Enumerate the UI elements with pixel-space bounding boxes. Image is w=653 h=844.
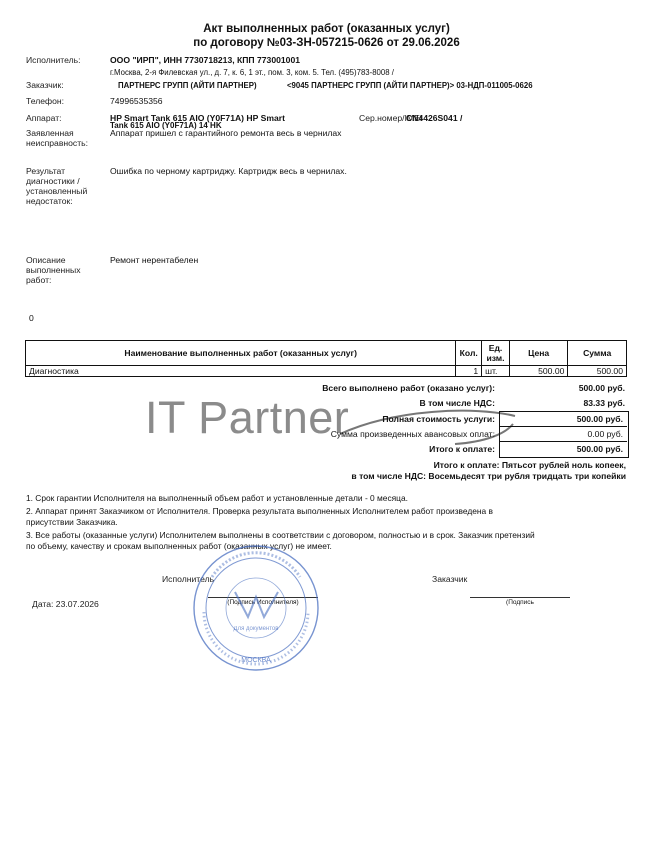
advance-label: Сумма произведенных авансовых оплат:	[330, 429, 495, 439]
cell-qty: 1	[456, 366, 482, 377]
phone-label: Телефон:	[26, 96, 65, 106]
executor-signature-label: Исполнитель	[162, 574, 215, 584]
document-date: Дата: 23.07.2026	[32, 599, 99, 609]
device-value: HP Smart Tank 615 AIO (Y0F71A) HP Smart	[110, 113, 285, 123]
totals-divider	[499, 426, 627, 427]
total-value: 500.00 руб.	[578, 383, 625, 393]
due-label: Итого к оплате:	[429, 444, 495, 454]
cell-unit: шт.	[482, 366, 510, 377]
executor-name: ООО "ИРП", ИНН 7730718213, КПП 773001001	[110, 55, 300, 65]
document-subtitle: по договору №03-ЗН-057215-0626 от 29.06.2026	[193, 37, 460, 49]
customer-value: <9045 ПАРТНЕРС ГРУПП (АЙТИ ПАРТНЕР)> 03-НДП-011005-0626	[287, 81, 533, 90]
work-label-1: Описание	[26, 255, 66, 265]
diag-label-4: недостаток:	[26, 196, 73, 206]
services-table	[25, 340, 627, 377]
phone-value: 74996535356	[110, 96, 163, 106]
serial-label: Сер.номер/IMEI	[359, 113, 423, 123]
document-title: Акт выполненных работ (оказанных услуг)	[203, 23, 450, 35]
fault-label-2: неисправность:	[26, 138, 89, 148]
full-cost-value: 500.00 руб.	[576, 414, 623, 424]
total-in-words: Итого к оплате: Пятьсот рублей ноль копеек,	[433, 460, 626, 470]
stamp-center-text: Для документов	[233, 626, 279, 632]
stamp-city: МОСКВА	[241, 657, 271, 664]
totals-divider	[499, 441, 627, 442]
executor-label: Исполнитель:	[26, 55, 81, 65]
fault-label-1: Заявленная	[26, 128, 74, 138]
note-2: 2. Аппарат принят Заказчиком от Исполнителя. Проверка результата выполненных Исполнителем работ произведена в	[26, 506, 493, 516]
note-2-cont: присутствии Заказчика.	[26, 517, 118, 527]
diag-label-3: установленный	[26, 186, 88, 196]
work-label-2: выполненных	[26, 265, 81, 275]
col-header-unit: Ед. изм.	[482, 341, 510, 366]
col-header-price: Цена	[509, 341, 568, 366]
diag-value: Ошибка по черному картриджу. Картридж весь в чернилах.	[110, 166, 347, 176]
customer-signature-line	[470, 597, 570, 598]
vat-value: 83.33 руб.	[583, 398, 625, 408]
customer-signature-caption: (Подпись	[506, 599, 534, 606]
note-3-cont: по объему, качеству и срокам выполненных работ (оказанных услуг) не имеет.	[26, 541, 332, 551]
zero-value: 0	[29, 313, 34, 323]
fault-value: Аппарат пришел с гарантийного ремонта весь в чернилах	[110, 128, 342, 138]
table-row	[26, 366, 627, 377]
serial-value: CN4426S041 /	[406, 113, 463, 123]
customer-signature-label: Заказчик	[432, 574, 468, 584]
device-label: Аппарат:	[26, 113, 62, 123]
vat-label: В том числе НДС:	[419, 398, 495, 408]
executor-address: г.Москва, 2-я Филевская ул., д. 7, к. 6, 1 эт., пом. 3, ком. 5. Тел. (495)783-8008 /	[110, 68, 394, 77]
col-header-qty: Кол.	[456, 341, 482, 366]
advance-value: 0.00 руб.	[587, 429, 623, 439]
note-1: 1. Срок гарантии Исполнителя на выполненный объем работ и установленные детали - 0 месяца.	[26, 493, 408, 503]
cell-price: 500.00	[509, 366, 568, 377]
executor-sub: ПАРТНЕРС ГРУПП (АЙТИ ПАРТНЕР)	[118, 81, 257, 90]
col-header-sum: Сумма	[568, 341, 627, 366]
cell-sum: 500.00	[568, 366, 627, 377]
diag-label-1: Результат	[26, 166, 66, 176]
device-value-cut: Tank 615 AIO (Y0F71A) 14 HK	[110, 121, 222, 130]
company-stamp-icon	[190, 542, 322, 674]
col-header-name: Наименование выполненных работ (оказанных услуг)	[26, 341, 456, 366]
full-cost-label: Полная стоимость услуги:	[382, 414, 495, 424]
diag-label-2: диагностики /	[26, 176, 80, 186]
executor-signature-caption: (Подпись Исполнителя)	[227, 599, 299, 606]
it-partner-watermark: IT Partner	[145, 392, 350, 443]
note-3: 3. Все работы (оказанные услуги) Исполнителем выполнены в соответствии с договором, полностью и в срок. Заказчик претензий	[26, 530, 535, 540]
customer-label: Заказчик:	[26, 80, 64, 90]
cell-name: Диагностика	[26, 366, 456, 377]
work-value: Ремонт нерентабелен	[110, 255, 199, 265]
total-label: Всего выполнено работ (оказано услуг):	[322, 383, 495, 393]
vat-in-words: в том числе НДС: Восемьдесят три рубля тридцать три копейки	[351, 471, 626, 481]
work-label-3: работ:	[26, 275, 52, 285]
due-value: 500.00 руб.	[576, 444, 623, 454]
table-header-row	[26, 341, 627, 366]
